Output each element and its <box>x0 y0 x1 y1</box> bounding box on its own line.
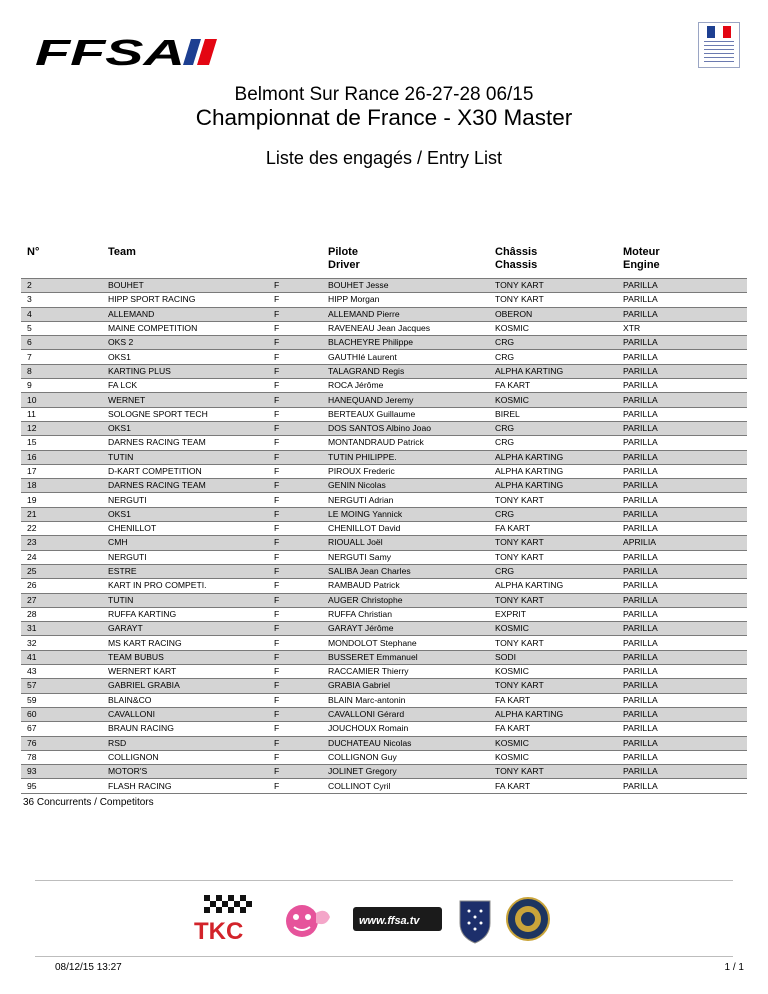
cell-team: RUFFA KARTING <box>102 607 268 621</box>
cell-engine: PARILLA <box>617 679 747 693</box>
cell-driver: SALIBA Jean Charles <box>322 564 489 578</box>
table-row <box>21 350 747 364</box>
col-header-chassis-en: Chassis <box>495 259 538 271</box>
cell-engine: PARILLA <box>617 493 747 507</box>
col-header-chassis-fr: Châssis <box>495 246 538 258</box>
cell-nationality: F <box>268 665 322 679</box>
cell-number: 5 <box>21 321 102 335</box>
cell-chassis: FA KART <box>489 693 617 707</box>
tkc-logo <box>190 893 268 945</box>
cell-number: 78 <box>21 750 102 764</box>
cell-chassis: TONY KART <box>489 293 617 307</box>
cell-driver: RIOUALL Joël <box>322 536 489 550</box>
cell-nationality: F <box>268 765 322 779</box>
table-row <box>21 550 747 564</box>
cell-engine: PARILLA <box>617 564 747 578</box>
col-header-moteur: Moteur <box>623 246 660 258</box>
table-row <box>21 722 747 736</box>
cell-driver: TUTIN PHILIPPE. <box>322 450 489 464</box>
cell-team: ALLEMAND <box>102 307 268 321</box>
table-row <box>21 607 747 621</box>
footer-divider-bottom <box>35 956 733 957</box>
cell-team: BOUHET <box>102 279 268 293</box>
col-header-pilote: Pilote <box>328 246 358 258</box>
cell-number: 31 <box>21 622 102 636</box>
cell-nationality: F <box>268 493 322 507</box>
cell-number: 25 <box>21 564 102 578</box>
cell-engine: PARILLA <box>617 279 747 293</box>
cell-engine: XTR <box>617 321 747 335</box>
cell-chassis: TONY KART <box>489 765 617 779</box>
cell-chassis: TONY KART <box>489 550 617 564</box>
ffsa-logo <box>35 37 219 67</box>
cell-engine: PARILLA <box>617 765 747 779</box>
cell-nationality: F <box>268 722 322 736</box>
svg-text:TKC: TKC <box>194 918 244 945</box>
table-row <box>21 593 747 607</box>
table-row <box>21 450 747 464</box>
table-row <box>21 393 747 407</box>
table-row <box>21 679 747 693</box>
cell-team: RSD <box>102 736 268 750</box>
cell-team: OKS1 <box>102 421 268 435</box>
cell-nationality: F <box>268 607 322 621</box>
cell-engine: PARILLA <box>617 450 747 464</box>
cell-number: 22 <box>21 522 102 536</box>
cell-nationality: F <box>268 779 322 793</box>
table-row <box>21 579 747 593</box>
cell-team: GABRIEL GRABIA <box>102 679 268 693</box>
cell-engine: PARILLA <box>617 436 747 450</box>
cell-nationality: F <box>268 293 322 307</box>
cell-engine: PARILLA <box>617 479 747 493</box>
cell-nationality: F <box>268 450 322 464</box>
cell-number: 12 <box>21 421 102 435</box>
table-row <box>21 493 747 507</box>
cell-nationality: F <box>268 536 322 550</box>
cell-chassis: CRG <box>489 436 617 450</box>
cell-driver: CHENILLOT David <box>322 522 489 536</box>
cell-team: CHENILLOT <box>102 522 268 536</box>
cell-engine: PARILLA <box>617 750 747 764</box>
table-row <box>21 407 747 421</box>
cell-number: 4 <box>21 307 102 321</box>
cell-engine: PARILLA <box>617 607 747 621</box>
cell-driver: RAVENEAU Jean Jacques <box>322 321 489 335</box>
table-row <box>21 336 747 350</box>
cell-number: 60 <box>21 707 102 721</box>
cell-driver: AUGER Christophe <box>322 593 489 607</box>
cell-number: 95 <box>21 779 102 793</box>
cell-nationality: F <box>268 693 322 707</box>
cell-number: 8 <box>21 364 102 378</box>
cell-team: CMH <box>102 536 268 550</box>
cell-engine: PARILLA <box>617 550 747 564</box>
cell-engine: PARILLA <box>617 293 747 307</box>
cell-driver: BOUHET Jesse <box>322 279 489 293</box>
footer-divider-top <box>35 880 733 881</box>
cell-number: 23 <box>21 536 102 550</box>
cell-engine: PARILLA <box>617 379 747 393</box>
cell-driver: LE MOING Yannick <box>322 507 489 521</box>
cell-team: CAVALLONI <box>102 707 268 721</box>
entry-list-title: Liste des engagés / Entry List <box>265 148 503 168</box>
cell-number: 28 <box>21 607 102 621</box>
cell-engine: PARILLA <box>617 522 747 536</box>
cell-nationality: F <box>268 379 322 393</box>
cell-number: 59 <box>21 693 102 707</box>
table-row <box>21 750 747 764</box>
cell-nationality: F <box>268 364 322 378</box>
cell-driver: GENIN Nicolas <box>322 479 489 493</box>
cell-number: 10 <box>21 393 102 407</box>
cell-engine: PARILLA <box>617 622 747 636</box>
cell-chassis: CRG <box>489 564 617 578</box>
table-row <box>21 779 747 793</box>
table-row <box>21 665 747 679</box>
col-header-driver-en: Driver <box>328 259 360 271</box>
cell-number: 93 <box>21 765 102 779</box>
table-row <box>21 522 747 536</box>
table-row <box>21 736 747 750</box>
cell-nationality: F <box>268 579 322 593</box>
shield-crest-icon <box>457 893 493 945</box>
cell-driver: NERGUTI Adrian <box>322 493 489 507</box>
cell-team: ESTRE <box>102 564 268 578</box>
cell-number: 3 <box>21 293 102 307</box>
table-row <box>21 693 747 707</box>
cell-nationality: F <box>268 336 322 350</box>
cell-engine: PARILLA <box>617 722 747 736</box>
cell-team: OKS 2 <box>102 336 268 350</box>
cell-engine: PARILLA <box>617 336 747 350</box>
cell-driver: COLLIGNON Guy <box>322 750 489 764</box>
cell-team: COLLIGNON <box>102 750 268 764</box>
cell-team: GARAYT <box>102 622 268 636</box>
table-row <box>21 464 747 478</box>
cell-chassis: ALPHA KARTING <box>489 450 617 464</box>
cell-chassis: TONY KART <box>489 636 617 650</box>
cell-driver: DOS SANTOS Albino Joao <box>322 421 489 435</box>
cell-nationality: F <box>268 679 322 693</box>
championship-title: Championnat de France - X30 Master <box>195 105 573 130</box>
cell-number: 21 <box>21 507 102 521</box>
cell-driver: RAMBAUD Patrick <box>322 579 489 593</box>
cell-chassis: TONY KART <box>489 536 617 550</box>
ffsa-logo-text: FFSA <box>35 37 185 67</box>
cell-chassis: ALPHA KARTING <box>489 464 617 478</box>
cell-nationality: F <box>268 321 322 335</box>
cell-nationality: F <box>268 307 322 321</box>
col-header-number: N° <box>27 246 40 258</box>
cell-nationality: F <box>268 350 322 364</box>
table-row <box>21 379 747 393</box>
table-row <box>21 564 747 578</box>
cell-nationality: F <box>268 622 322 636</box>
cell-number: 16 <box>21 450 102 464</box>
col-header-engine <box>617 240 747 279</box>
cell-number: 11 <box>21 407 102 421</box>
cell-engine: PARILLA <box>617 364 747 378</box>
cell-nationality: F <box>268 750 322 764</box>
cell-driver: TALAGRAND Regis <box>322 364 489 378</box>
ffsa-tv-logo <box>351 893 444 945</box>
cell-team: MOTOR'S <box>102 765 268 779</box>
cell-driver: ALLEMAND Pierre <box>322 307 489 321</box>
table-row <box>21 707 747 721</box>
cell-number: 9 <box>21 379 102 393</box>
cell-team: HIPP SPORT RACING <box>102 293 268 307</box>
cell-engine: PARILLA <box>617 707 747 721</box>
cell-chassis: SODI <box>489 650 617 664</box>
cell-number: 67 <box>21 722 102 736</box>
cell-number: 2 <box>21 279 102 293</box>
cell-team: TUTIN <box>102 593 268 607</box>
cell-chassis: CRG <box>489 507 617 521</box>
cell-chassis: BIREL <box>489 407 617 421</box>
cell-driver: RUFFA Christian <box>322 607 489 621</box>
cell-driver: MONDOLOT Stephane <box>322 636 489 650</box>
cell-chassis: TONY KART <box>489 679 617 693</box>
cell-chassis: KOSMIC <box>489 736 617 750</box>
cell-chassis: TONY KART <box>489 593 617 607</box>
cell-engine: PARILLA <box>617 407 747 421</box>
cell-team: OKS1 <box>102 507 268 521</box>
cell-number: 19 <box>21 493 102 507</box>
cell-nationality: F <box>268 436 322 450</box>
cell-driver: RACCAMIER Thierry <box>322 665 489 679</box>
table-row <box>21 765 747 779</box>
cell-chassis: ALPHA KARTING <box>489 364 617 378</box>
cell-team: DARNES RACING TEAM <box>102 479 268 493</box>
cell-driver: PIROUX Frederic <box>322 464 489 478</box>
table-row <box>21 479 747 493</box>
cell-driver: ROCA Jérôme <box>322 379 489 393</box>
cell-driver: GRABIA Gabriel <box>322 679 489 693</box>
cell-chassis: FA KART <box>489 779 617 793</box>
table-row <box>21 650 747 664</box>
cell-team: DARNES RACING TEAM <box>102 436 268 450</box>
table-row <box>21 321 747 335</box>
event-title: Belmont Sur Rance 26-27-28 06/15 <box>234 84 534 105</box>
cell-chassis: FA KART <box>489 379 617 393</box>
cell-chassis: TONY KART <box>489 493 617 507</box>
cell-nationality: F <box>268 650 322 664</box>
cell-driver: HIPP Morgan <box>322 293 489 307</box>
cell-chassis: KOSMIC <box>489 665 617 679</box>
cell-nationality: F <box>268 464 322 478</box>
table-row <box>21 507 747 521</box>
table-row <box>21 622 747 636</box>
cell-number: 17 <box>21 464 102 478</box>
cell-driver: BLACHEYRE Philippe <box>322 336 489 350</box>
cell-nationality: F <box>268 707 322 721</box>
cell-number: 7 <box>21 350 102 364</box>
cell-team: FA LCK <box>102 379 268 393</box>
cell-engine: PARILLA <box>617 650 747 664</box>
cell-driver: HANEQUAND Jeremy <box>322 393 489 407</box>
cell-chassis: KOSMIC <box>489 622 617 636</box>
table-row <box>21 364 747 378</box>
entry-list-table <box>21 240 747 794</box>
cell-chassis: ALPHA KARTING <box>489 479 617 493</box>
cell-engine: PARILLA <box>617 307 747 321</box>
cell-team: WERNERT KART <box>102 665 268 679</box>
cell-nationality: F <box>268 550 322 564</box>
cell-team: WERNET <box>102 393 268 407</box>
cell-team: BLAIN&CO <box>102 693 268 707</box>
col-header-chassis <box>489 240 617 279</box>
cell-chassis: KOSMIC <box>489 321 617 335</box>
cell-chassis: OBERON <box>489 307 617 321</box>
cell-team: TUTIN <box>102 450 268 464</box>
cell-nationality: F <box>268 393 322 407</box>
cell-number: 27 <box>21 593 102 607</box>
cell-nationality: F <box>268 593 322 607</box>
cell-number: 57 <box>21 679 102 693</box>
cell-number: 6 <box>21 336 102 350</box>
cell-engine: PARILLA <box>617 636 747 650</box>
cell-number: 18 <box>21 479 102 493</box>
cell-number: 26 <box>21 579 102 593</box>
cell-engine: PARILLA <box>617 736 747 750</box>
cell-number: 41 <box>21 650 102 664</box>
table-row <box>21 279 747 293</box>
cell-chassis: EXPRIT <box>489 607 617 621</box>
cell-team: SOLOGNE SPORT TECH <box>102 407 268 421</box>
cell-engine: PARILLA <box>617 579 747 593</box>
cell-team: KARTING PLUS <box>102 364 268 378</box>
page-number: 1 / 1 <box>724 962 744 973</box>
cell-driver: BERTEAUX Guillaume <box>322 407 489 421</box>
cell-engine: PARILLA <box>617 593 747 607</box>
table-row <box>21 307 747 321</box>
cell-number: 43 <box>21 665 102 679</box>
cell-driver: GARAYT Jérôme <box>322 622 489 636</box>
cell-team: NERGUTI <box>102 493 268 507</box>
cell-number: 24 <box>21 550 102 564</box>
cell-chassis: KOSMIC <box>489 393 617 407</box>
cell-chassis: CRG <box>489 350 617 364</box>
cell-nationality: F <box>268 507 322 521</box>
competitor-count: 36 Concurrents / Competitors <box>23 797 154 808</box>
table-row <box>21 421 747 435</box>
cell-engine: PARILLA <box>617 421 747 435</box>
cell-team: TEAM BUBUS <box>102 650 268 664</box>
cell-team: BRAUN RACING <box>102 722 268 736</box>
col-header-nationality <box>268 240 322 279</box>
cell-team: OKS1 <box>102 350 268 364</box>
cell-engine: PARILLA <box>617 693 747 707</box>
cell-driver: MONTANDRAUD Patrick <box>322 436 489 450</box>
cell-driver: GAUTHIé Laurent <box>322 350 489 364</box>
cell-driver: BLAIN Marc-antonin <box>322 693 489 707</box>
cell-engine: APRILIA <box>617 536 747 550</box>
cell-engine: PARILLA <box>617 350 747 364</box>
french-flag-icon <box>707 26 731 38</box>
cell-driver: BUSSERET Emmanuel <box>322 650 489 664</box>
cell-chassis: KOSMIC <box>489 750 617 764</box>
table-row <box>21 436 747 450</box>
table-header <box>21 240 747 279</box>
cell-nationality: F <box>268 479 322 493</box>
pink-sponsor-logo <box>282 893 334 945</box>
republique-francaise-logo <box>698 22 740 68</box>
print-timestamp: 08/12/15 13:27 <box>55 962 122 973</box>
cell-chassis: CRG <box>489 336 617 350</box>
cell-nationality: F <box>268 407 322 421</box>
cell-nationality: F <box>268 564 322 578</box>
cell-driver: JOUCHOUX Romain <box>322 722 489 736</box>
cell-nationality: F <box>268 421 322 435</box>
cell-engine: PARILLA <box>617 779 747 793</box>
table-row <box>21 636 747 650</box>
cell-driver: CAVALLONI Gérard <box>322 707 489 721</box>
cell-team: MS KART RACING <box>102 636 268 650</box>
cell-nationality: F <box>268 522 322 536</box>
cell-nationality: F <box>268 736 322 750</box>
cell-chassis: ALPHA KARTING <box>489 707 617 721</box>
cell-chassis: FA KART <box>489 522 617 536</box>
col-header-engine-en: Engine <box>623 259 660 271</box>
cell-team: NERGUTI <box>102 550 268 564</box>
ffsa-logo-red-stripe <box>197 39 217 65</box>
cell-engine: PARILLA <box>617 393 747 407</box>
cell-chassis: FA KART <box>489 722 617 736</box>
cell-driver: DUCHATEAU Nicolas <box>322 736 489 750</box>
cell-team: MAINE COMPETITION <box>102 321 268 335</box>
cell-chassis: TONY KART <box>489 279 617 293</box>
cell-number: 15 <box>21 436 102 450</box>
cell-nationality: F <box>268 636 322 650</box>
cell-driver: NERGUTI Samy <box>322 550 489 564</box>
col-header-driver <box>322 240 489 279</box>
cell-nationality: F <box>268 279 322 293</box>
cell-driver: JOLINET Gregory <box>322 765 489 779</box>
cell-chassis: ALPHA KARTING <box>489 579 617 593</box>
cell-engine: PARILLA <box>617 507 747 521</box>
round-seal-logo <box>505 893 551 945</box>
table-row <box>21 536 747 550</box>
cell-driver: COLLINOT Cyril <box>322 779 489 793</box>
table-row <box>21 293 747 307</box>
cell-team: FLASH RACING <box>102 779 268 793</box>
cell-team: D-KART COMPETITION <box>102 464 268 478</box>
cell-number: 32 <box>21 636 102 650</box>
cell-chassis: CRG <box>489 421 617 435</box>
cell-engine: PARILLA <box>617 665 747 679</box>
cell-number: 76 <box>21 736 102 750</box>
ffsa-tv-text: www.ffsa.tv <box>359 915 420 927</box>
cell-team: KART IN PRO COMPETI. <box>102 579 268 593</box>
col-header-team: Team <box>108 246 136 258</box>
cell-engine: PARILLA <box>617 464 747 478</box>
